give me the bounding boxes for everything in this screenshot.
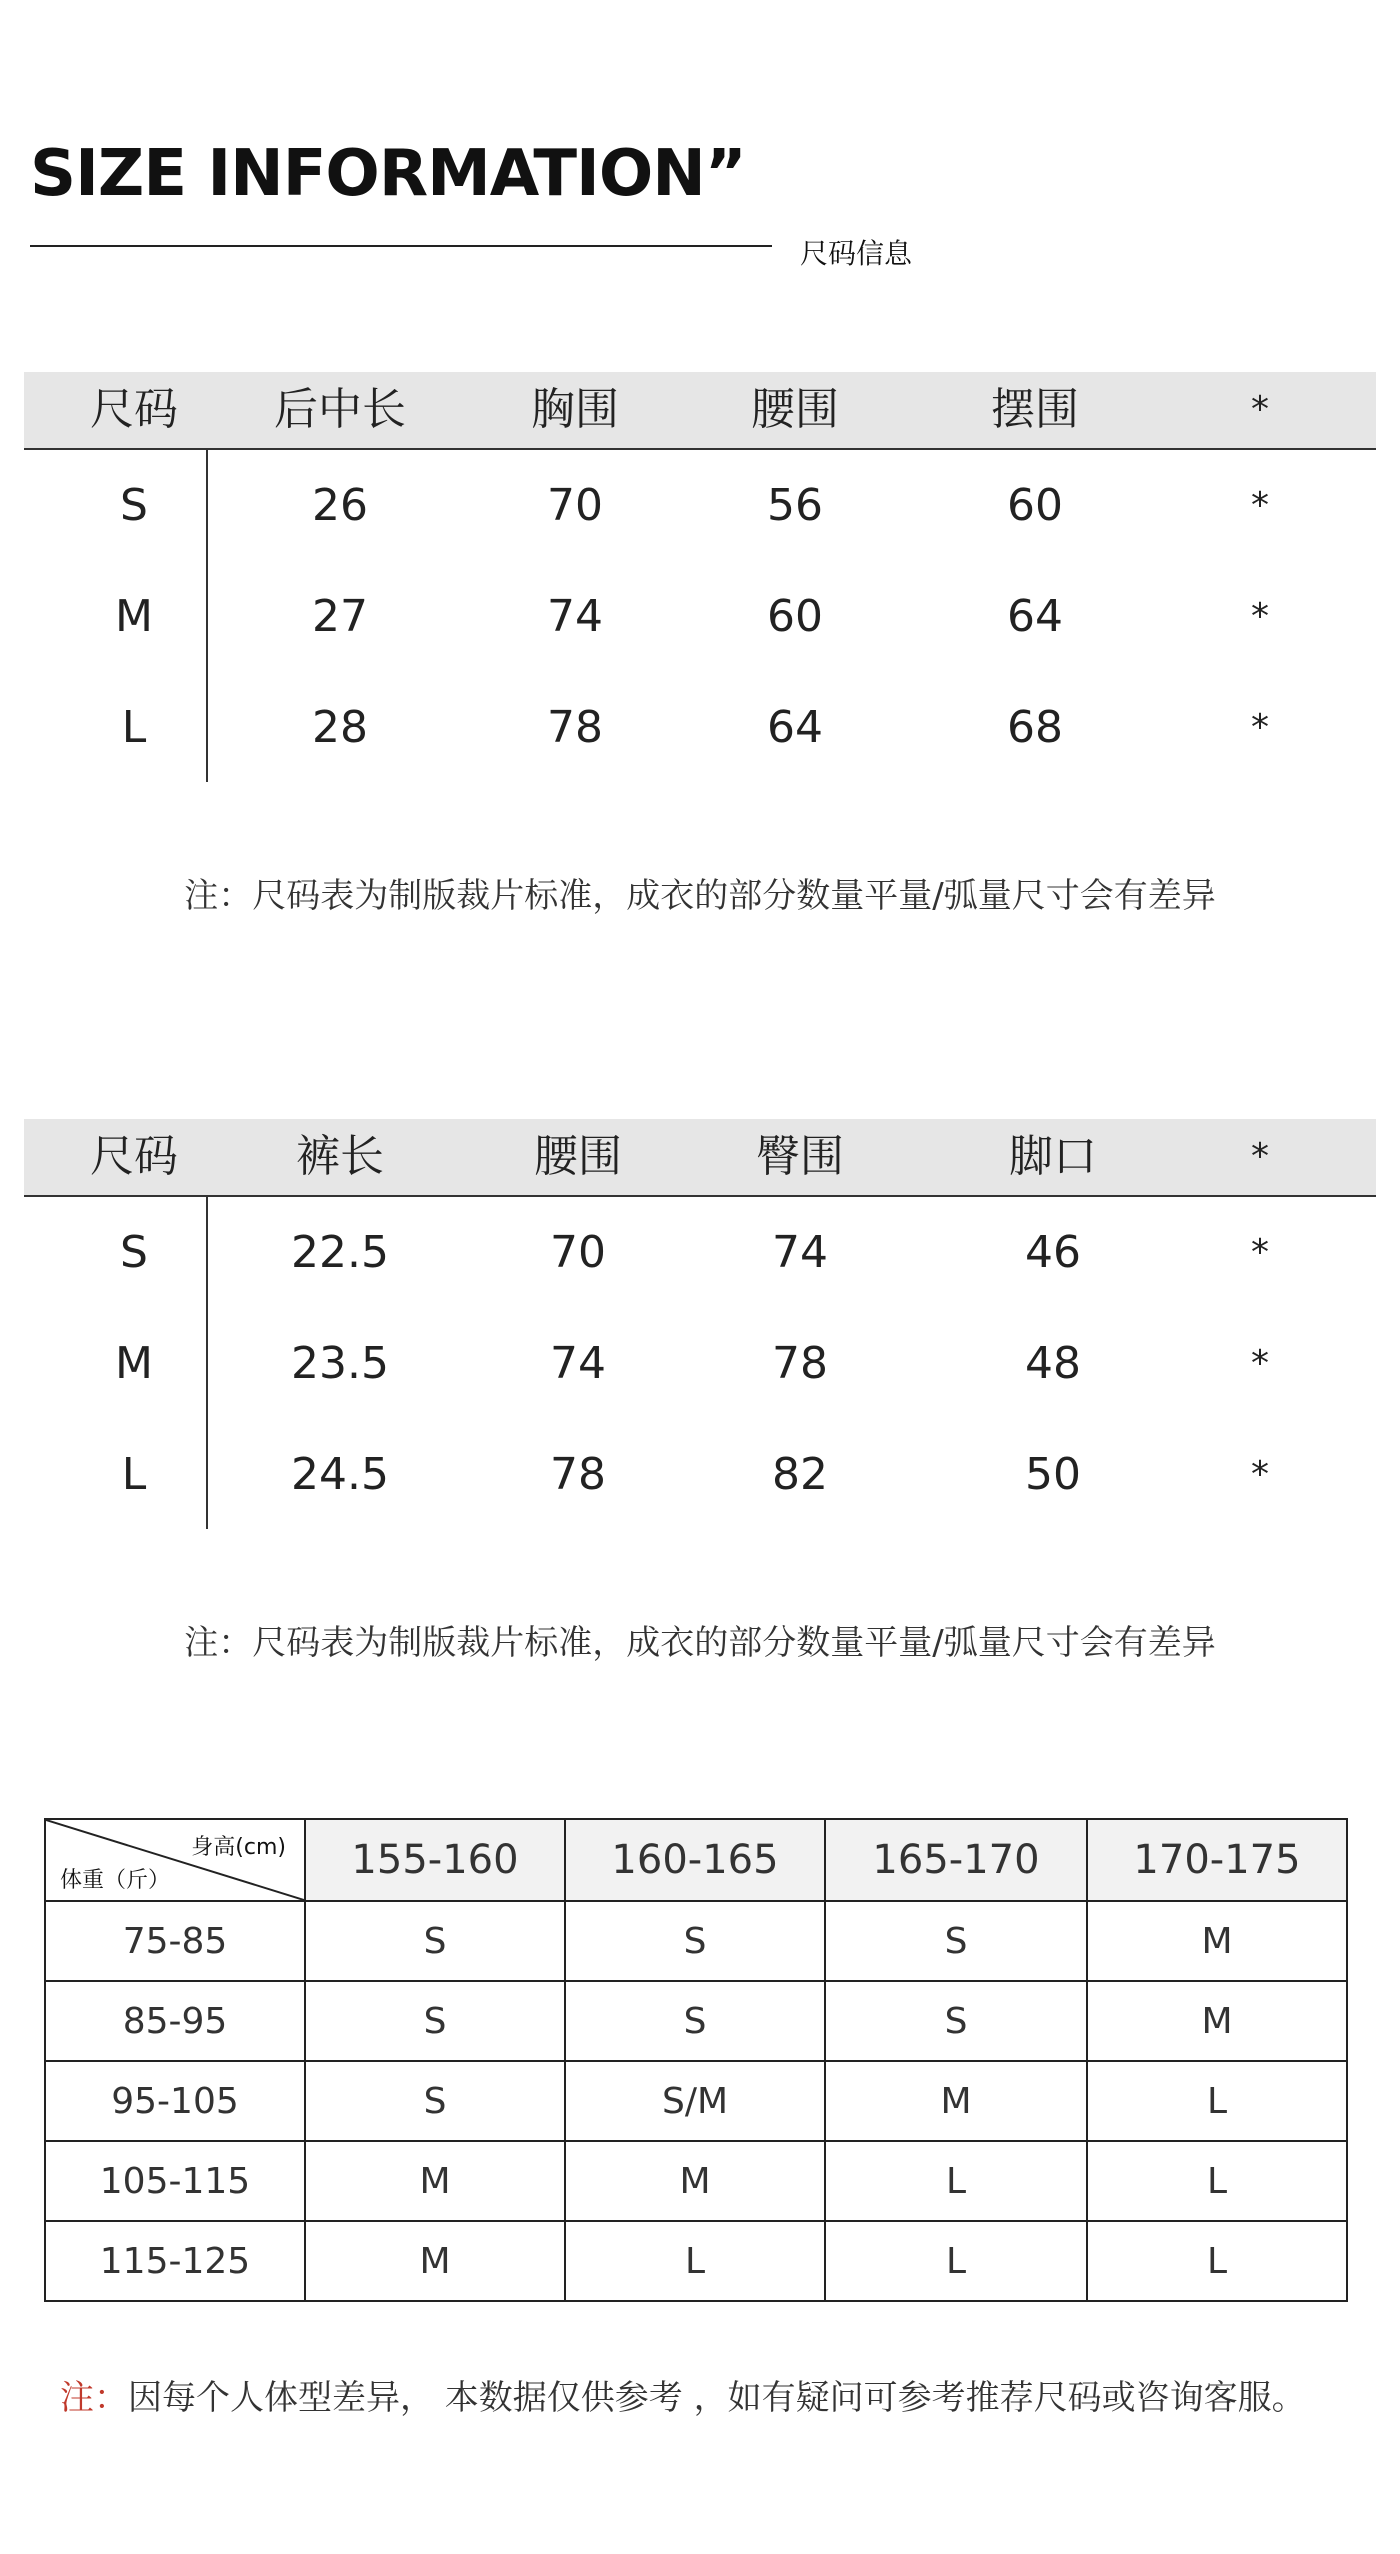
- height-header: 160-165: [565, 1819, 825, 1901]
- size-cell: L: [825, 2141, 1087, 2221]
- table-cell: M: [115, 1338, 153, 1389]
- table-cell: 27: [312, 591, 368, 642]
- size-cell: M: [305, 2221, 565, 2301]
- table-row: [45, 1981, 1347, 2061]
- table-header-row: [24, 1119, 1376, 1197]
- height-header: 155-160: [305, 1819, 565, 1901]
- table-cell: S: [120, 1227, 148, 1278]
- header-cell: 腰围: [751, 384, 839, 435]
- header-cell: 臀围: [756, 1131, 844, 1182]
- table-cell: 50: [1025, 1449, 1081, 1500]
- corner-cell: [45, 1819, 305, 1901]
- weight-cell: 75-85: [45, 1901, 305, 1981]
- weight-cell: 85-95: [45, 1981, 305, 2061]
- table-cell: 23.5: [291, 1338, 389, 1389]
- size-cell: S: [305, 1981, 565, 2061]
- table-cell: M: [115, 591, 153, 642]
- table-cell: 78: [550, 1449, 606, 1500]
- size-cell: M: [305, 2141, 565, 2221]
- table-row: [45, 2221, 1347, 2301]
- page-title: SIZE INFORMATION”: [30, 137, 746, 211]
- size-cell: S: [565, 1901, 825, 1981]
- table-row: [45, 2061, 1347, 2141]
- header-cell: 尺码: [90, 384, 178, 435]
- size-cell: L: [1087, 2061, 1347, 2141]
- table-cell: *: [1251, 1454, 1269, 1495]
- table-row: [24, 1308, 1376, 1419]
- table-cell: 26: [312, 480, 368, 531]
- height-header: 170-175: [1087, 1819, 1347, 1901]
- header-cell: 脚口: [1009, 1131, 1097, 1182]
- table-cell: 68: [1007, 702, 1063, 753]
- size-cell: S: [305, 1901, 565, 1981]
- header-cell: 胸围: [531, 384, 619, 435]
- table-cell: 64: [1007, 591, 1063, 642]
- table-row: [24, 450, 1376, 561]
- table-row: [24, 1419, 1376, 1530]
- size-cell: L: [1087, 2141, 1347, 2221]
- table-header-row: [24, 372, 1376, 450]
- table-row: [24, 672, 1376, 783]
- size-cell: S/M: [565, 2061, 825, 2141]
- table-cell: 46: [1025, 1227, 1081, 1278]
- table-header-row: [45, 1819, 1347, 1901]
- table-cell: 78: [772, 1338, 828, 1389]
- table-cell: 78: [547, 702, 603, 753]
- table-cell: 82: [772, 1449, 828, 1500]
- weight-cell: 95-105: [45, 2061, 305, 2141]
- table-row: [24, 1197, 1376, 1308]
- size-recommendation-table: [44, 1818, 1348, 2302]
- header-cell: *: [1251, 389, 1269, 430]
- size-cell: M: [565, 2141, 825, 2221]
- table-cell: 70: [550, 1227, 606, 1278]
- table-cell: 22.5: [291, 1227, 389, 1278]
- weight-cell: 105-115: [45, 2141, 305, 2221]
- height-header: 165-170: [825, 1819, 1087, 1901]
- table-cell: 74: [547, 591, 603, 642]
- size-cell: S: [825, 1901, 1087, 1981]
- table-row: [24, 561, 1376, 672]
- table-cell: 64: [767, 702, 823, 753]
- top-size-table: [24, 372, 1376, 783]
- table-cell: 60: [767, 591, 823, 642]
- table-cell: *: [1251, 596, 1269, 637]
- header-cell: 裤长: [296, 1131, 384, 1182]
- table-note: 注：尺码表为制版裁片标准，成衣的部分数量平量/弧量尺寸会有差异: [184, 1623, 1216, 1663]
- page-subtitle: 尺码信息: [800, 237, 913, 270]
- table-cell: S: [120, 480, 148, 531]
- size-cell: M: [825, 2061, 1087, 2141]
- table-cell: L: [121, 702, 147, 753]
- size-cell: S: [825, 1981, 1087, 2061]
- header-cell: 腰围: [534, 1131, 622, 1182]
- table-cell: *: [1251, 485, 1269, 526]
- table-cell: 70: [547, 480, 603, 531]
- header-cell: 尺码: [90, 1131, 178, 1182]
- weight-axis-label: 体重（斤）: [60, 1868, 171, 1893]
- table-cell: 60: [1007, 480, 1063, 531]
- disclaimer-note: [60, 2370, 1306, 2419]
- size-cell: S: [565, 1981, 825, 2061]
- size-cell: L: [1087, 2221, 1347, 2301]
- table-cell: 74: [772, 1227, 828, 1278]
- size-cell: M: [1087, 1981, 1347, 2061]
- title-divider: [30, 245, 772, 247]
- weight-cell: 115-125: [45, 2221, 305, 2301]
- header-cell: 后中长: [274, 384, 406, 435]
- table-cell: 74: [550, 1338, 606, 1389]
- table-cell: 24.5: [291, 1449, 389, 1500]
- table-cell: 48: [1025, 1338, 1081, 1389]
- pants-size-table: [24, 1119, 1376, 1530]
- table-cell: *: [1251, 707, 1269, 748]
- table-row: [45, 1901, 1347, 1981]
- note-text: 因每个人体型差异， 本数据仅供参考 ，如有疑问可参考推荐尺码或咨询客服。: [128, 2378, 1306, 2418]
- table-cell: *: [1251, 1343, 1269, 1384]
- table-cell: L: [121, 1449, 147, 1500]
- header-cell: *: [1251, 1136, 1269, 1177]
- size-cell: L: [565, 2221, 825, 2301]
- table-note: 注：尺码表为制版裁片标准，成衣的部分数量平量/弧量尺寸会有差异: [184, 876, 1216, 916]
- table-cell: 56: [767, 480, 823, 531]
- table-cell: *: [1251, 1232, 1269, 1273]
- table-row: [45, 2141, 1347, 2221]
- table-cell: 28: [312, 702, 368, 753]
- header-cell: 摆围: [991, 384, 1079, 435]
- height-axis-label: 身高(cm): [191, 1835, 286, 1860]
- size-cell: S: [305, 2061, 565, 2141]
- note-prefix: 注：: [60, 2378, 128, 2418]
- size-cell: L: [825, 2221, 1087, 2301]
- size-cell: M: [1087, 1901, 1347, 1981]
